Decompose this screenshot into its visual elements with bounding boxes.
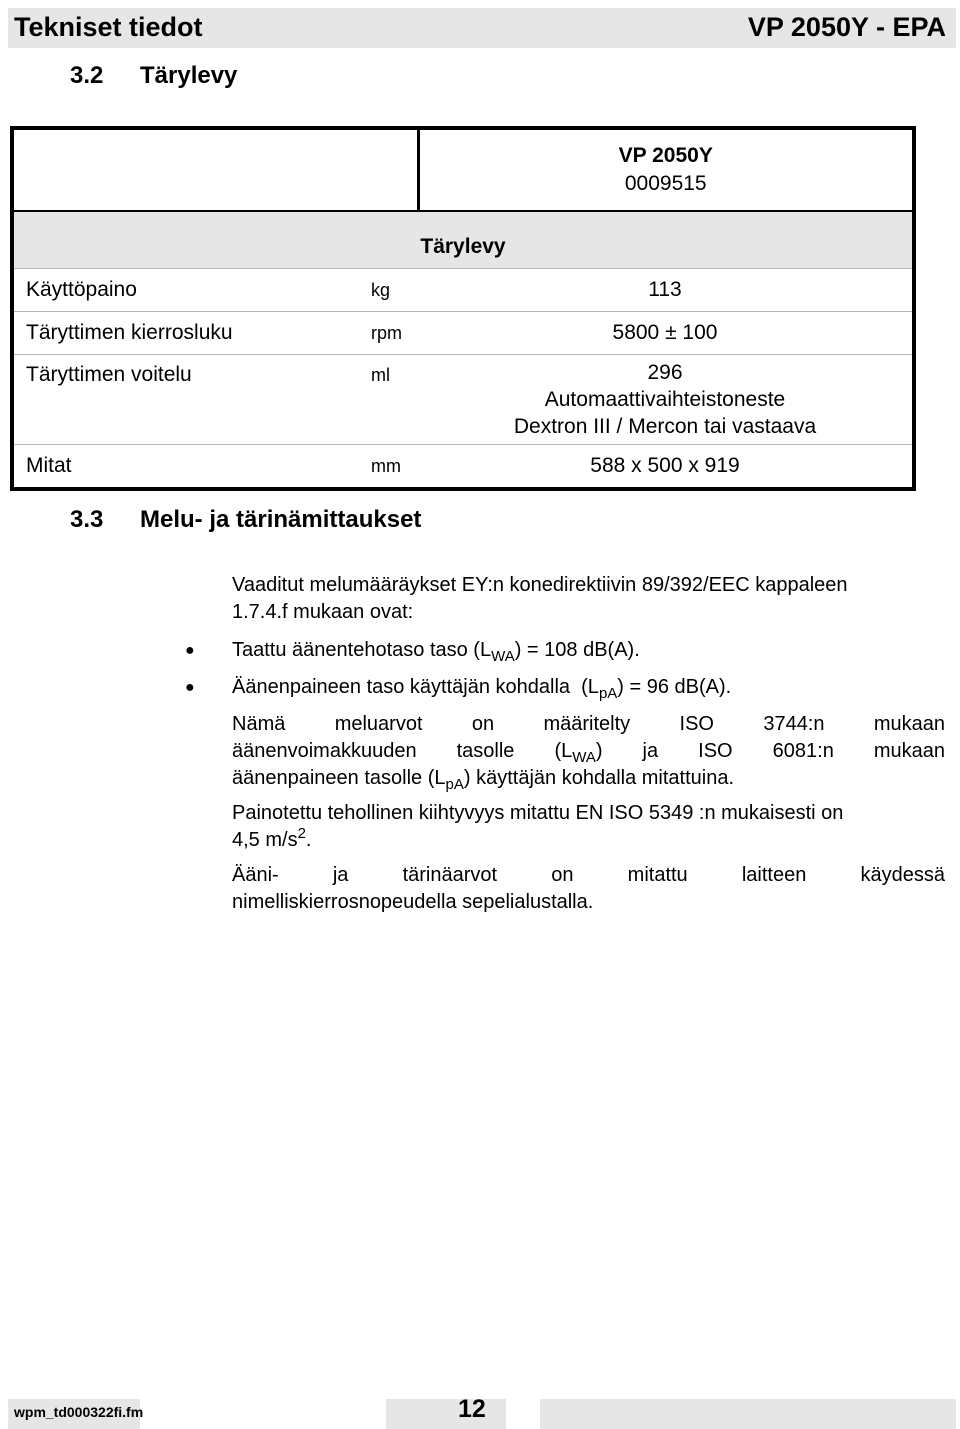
section-3-2-heading <box>70 62 237 90</box>
intro-line: 1.7.4.f mukaan ovat: <box>232 601 414 623</box>
row-label: Täryttimen kierrosluku <box>12 312 371 355</box>
empty-header-cell <box>12 128 418 211</box>
section-3-3-heading <box>70 506 421 534</box>
header-title: Tekniset tiedot <box>14 12 203 42</box>
table-row <box>12 269 914 312</box>
bullet-text: Äänenpaineen taso käyttäjän kohdalla (L <box>232 676 599 698</box>
subscript: WA <box>491 648 515 665</box>
acceleration-paragraph <box>232 800 945 854</box>
value-line: 296 <box>647 361 683 384</box>
text: . <box>305 829 312 851</box>
section-row <box>12 211 914 269</box>
section-label: Tärylevy <box>12 211 914 269</box>
serial-number: 0009515 <box>624 172 707 195</box>
text: 4,5 m/s <box>232 829 298 851</box>
text: ) ja ISO 6081:n mukaan <box>595 740 945 762</box>
bullet-text: Taattu äänentehotaso taso (L <box>232 639 492 661</box>
intro-line: Vaaditut melumääräykset EY:n konedirektiivin 89/392/EEC kappaleen <box>232 574 848 596</box>
text: ) käyttäjän kohdalla mitattuina. <box>463 767 735 789</box>
measurement-paragraph <box>232 711 945 792</box>
row-value: 5800 ± 100 <box>418 312 914 355</box>
footer-right-box <box>540 1399 956 1429</box>
bullet-item <box>232 637 945 664</box>
header-model: VP 2050Y - EPA <box>747 12 946 42</box>
table-row <box>12 355 914 445</box>
footer-filename: wpm_td000322fi.fm <box>14 1404 144 1420</box>
section-number: 3.3 <box>70 506 104 533</box>
paragraph-line: Painotettu tehollinen kiihtyvyys mitattu EN ISO 5349 :n mukaisesti on <box>232 802 844 824</box>
paragraph-line: Ääni- ja tärinäarvot on mitattu laitteen käydessä <box>232 864 945 886</box>
row-label: Täryttimen voitelu <box>12 355 371 445</box>
model-name: VP 2050Y <box>618 144 713 167</box>
subscript: pA <box>445 776 464 793</box>
table-row <box>12 445 914 490</box>
row-label: Käyttöpaino <box>12 269 371 312</box>
section-number: 3.2 <box>70 62 104 89</box>
spec-table <box>10 126 916 491</box>
superscript: 2 <box>297 825 306 842</box>
value-line: Automaattivaihteistoneste <box>544 388 786 411</box>
subscript: WA <box>572 749 596 766</box>
paragraph-line: Nämä meluarvot on määritelty ISO 3744:n mukaan <box>232 713 945 735</box>
bullet-icon: ● <box>185 679 195 696</box>
bullet-text: ) = 108 dB(A). <box>514 639 640 661</box>
page-number: 12 <box>458 1395 486 1423</box>
section-title: Tärylevy <box>140 62 238 89</box>
row-value: 113 <box>418 269 914 312</box>
value-line: Dextron III / Mercon tai vastaava <box>513 415 817 438</box>
bullet-text: ) = 96 dB(A). <box>617 676 732 698</box>
row-value <box>418 355 914 445</box>
row-unit: ml <box>371 355 418 445</box>
text: äänenvoimakkuuden tasolle (L <box>232 740 573 762</box>
table-row <box>12 312 914 355</box>
row-label: Mitat <box>12 445 371 490</box>
footer-page-box <box>386 1399 506 1429</box>
model-header-row <box>12 128 914 211</box>
bullet-item <box>232 674 945 701</box>
conditions-paragraph <box>232 862 945 916</box>
paragraph-line <box>232 827 945 854</box>
row-unit: rpm <box>371 312 418 355</box>
text: äänenpaineen tasolle (L <box>232 767 446 789</box>
model-cell <box>418 128 914 211</box>
row-unit: mm <box>371 445 418 490</box>
subscript: pA <box>598 685 618 702</box>
bullet-icon: ● <box>185 642 195 659</box>
paragraph-line <box>232 738 945 765</box>
section-title: Melu- ja tärinämittaukset <box>140 506 422 533</box>
intro-paragraph <box>232 572 945 626</box>
paragraph-line: nimelliskierrosnopeudella sepelialustalla. <box>232 891 594 913</box>
page-header <box>8 8 956 48</box>
row-unit: kg <box>371 269 418 312</box>
paragraph-line <box>232 765 945 792</box>
row-value: 588 x 500 x 919 <box>418 445 914 490</box>
